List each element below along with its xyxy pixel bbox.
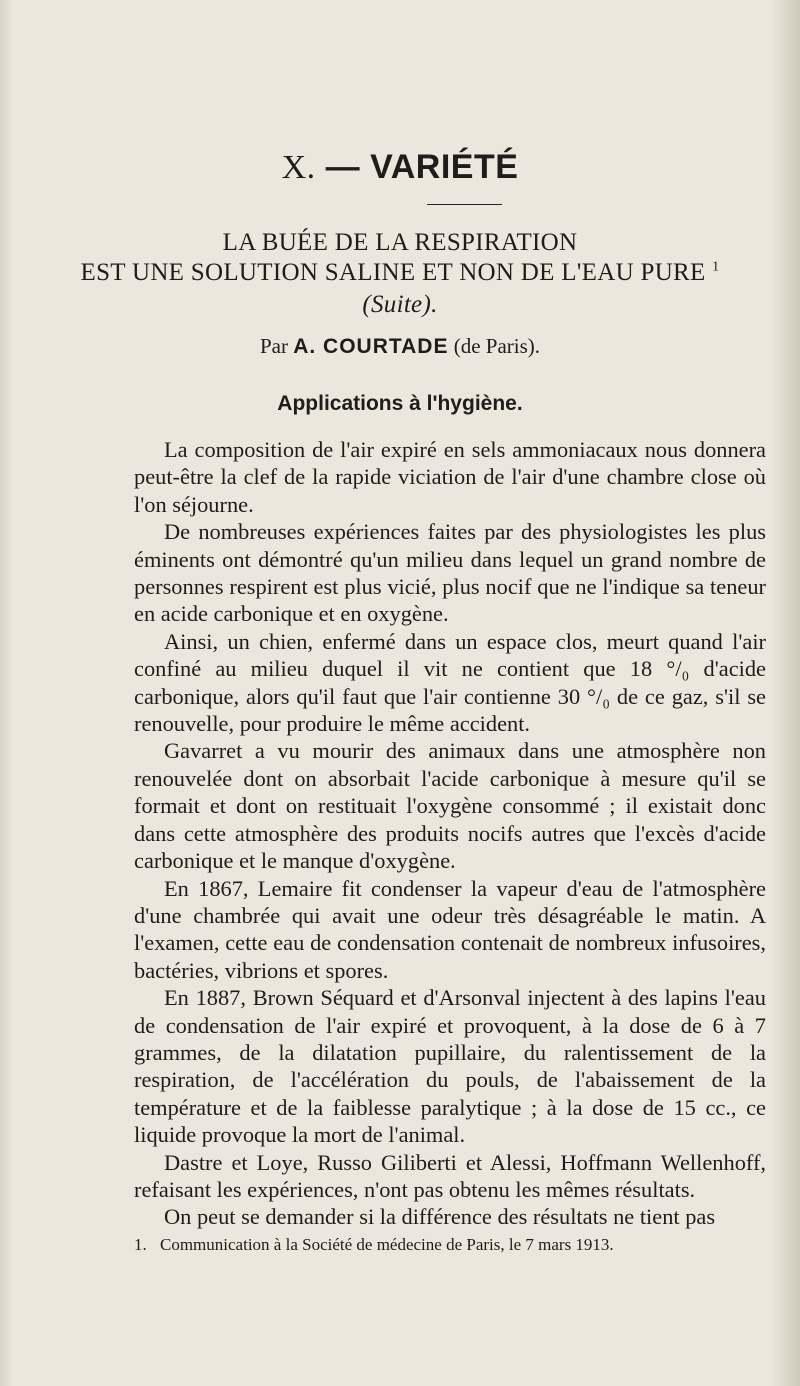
paragraph: On peut se demander si la différence des résultats ne tient pas bbox=[164, 1204, 716, 1230]
section-heading bbox=[0, 148, 800, 187]
footnote-text: Communication à la Société de médecine de Paris, le 7 mars 1913. bbox=[160, 1235, 614, 1254]
page-right-edge bbox=[770, 0, 800, 1386]
author-suffix: (de Paris). bbox=[453, 334, 541, 358]
heading-rule bbox=[427, 204, 502, 205]
paragraph: Dastre et Loye, Russo Giliberti et Alessi, Hoffmann Wellenhoff, refaisant les expériences, n'ont pas obtenu les mêmes résultats. bbox=[134, 1149, 766, 1202]
footnote-marker: 1 bbox=[712, 259, 720, 275]
footnote-number: 1. bbox=[134, 1235, 147, 1254]
paragraph: La composition de l'air expiré en sels ammoniacaux nous donnera peut-être la clef de la rapide viciation de l'air d'une chambre close où l'on séjourne. bbox=[134, 437, 766, 517]
paragraph: Ainsi, un chien, enfermé dans un espace clos, meurt quand l'air confiné au milieu duquel il vit ne contient que 18 °/₀ d'acide carbonique, alors qu'il faut que l'air contienne 30 °/₀ de ce gaz, s'il se renouvelle, pour produire le même accident. bbox=[134, 628, 766, 737]
section-number: X. bbox=[281, 149, 316, 186]
article-title-line-3: (Suite). bbox=[362, 291, 438, 318]
author-prefix: Par bbox=[259, 334, 288, 358]
article-title-line-2 bbox=[0, 259, 800, 287]
subheading: Applications à l'hygiène. bbox=[277, 392, 523, 415]
author-name: A. COURTADE bbox=[293, 335, 449, 358]
author-line bbox=[0, 334, 800, 359]
paragraph: Gavarret a vu mourir des animaux dans une atmosphère non renouvelée dont on absorbait l'acide carbonique à mesure qu'il se formait et dont on restituait l'oxygène consommé ; il existait donc dans cette atmosphère des produits nocifs autres que l'excès d'acide carbonique et le manque d'oxygène. bbox=[134, 738, 766, 874]
section-dash: — bbox=[325, 148, 361, 186]
section-title: VARIÉTÉ bbox=[370, 148, 519, 186]
paragraph: En 1867, Lemaire fit condenser la vapeur d'eau de l'atmosphère d'une chambrée qui avait une odeur très désagréable le matin. A l'examen, cette eau de condensation contenait de nombreux infusoires, bactéries, vibrions et spores. bbox=[134, 875, 766, 983]
article-title-line-2-text: EST UNE SOLUTION SALINE ET NON DE L'EAU PURE bbox=[80, 259, 706, 286]
footnote bbox=[134, 1234, 766, 1256]
page-left-edge bbox=[0, 0, 14, 1386]
article-title-line-1: LA BUÉE DE LA RESPIRATION bbox=[222, 229, 578, 256]
paragraph: De nombreuses expériences faites par des physiologistes les plus éminents ont démontré qu'un milieu dans lequel un grand nombre de personnes respirent est plus vicié, plus nocif que ne l'indique sa teneur en acide carbonique et en oxygène. bbox=[134, 519, 766, 627]
paragraph: En 1887, Brown Séquard et d'Arsonval injectent à des lapins l'eau de condensation de l'air expiré et provoquent, à la dose de 6 à 7 grammes, de la dilatation pupillaire, du ralentissement de la respiration, de l'accélération du pouls, de l'abaissement de la température et de la faiblesse paralytique ; à la dose de 15 cc., ce liquide provoque la mort de l'animal. bbox=[134, 985, 766, 1148]
body-text bbox=[134, 436, 766, 1231]
